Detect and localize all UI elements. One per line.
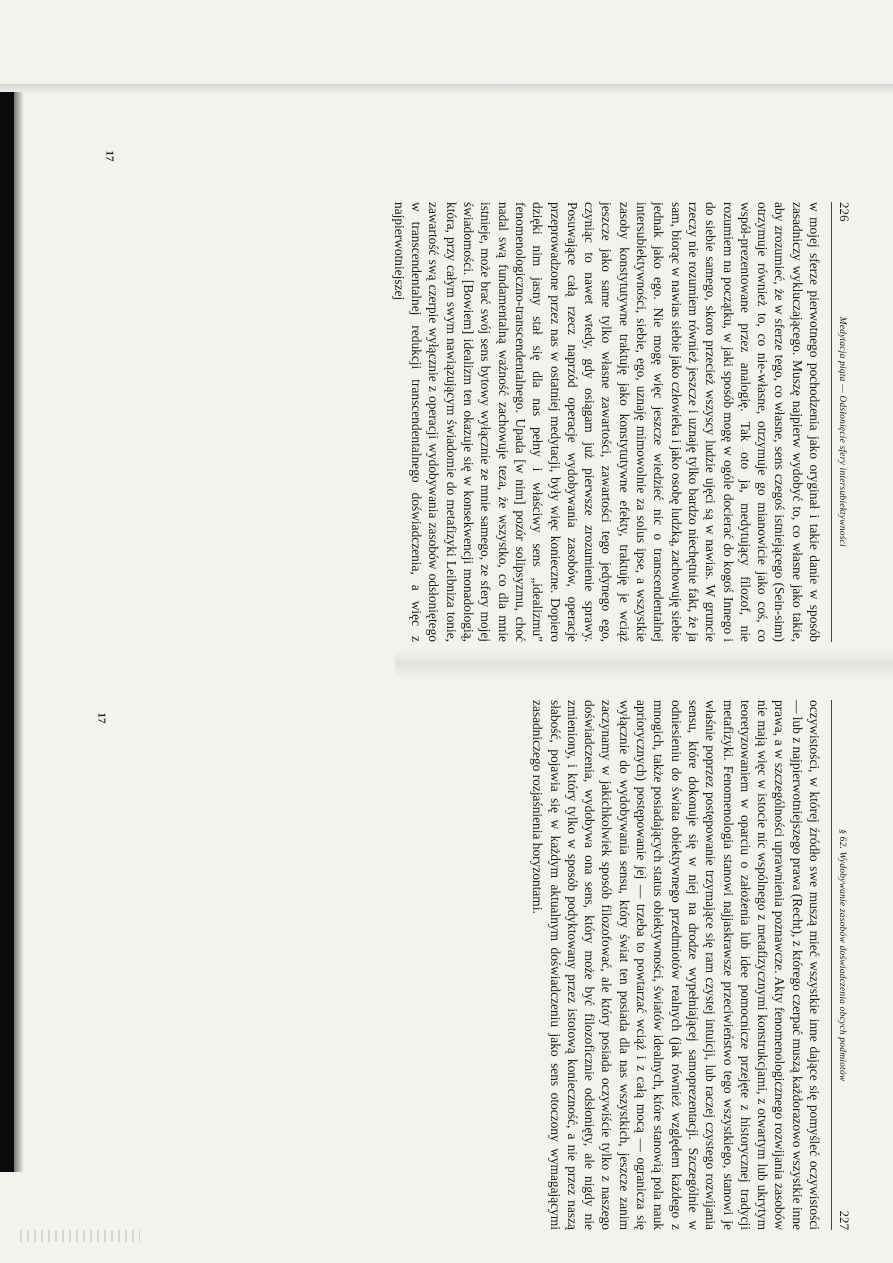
right-running-head bbox=[831, 700, 852, 1230]
left-footnote-marker: 17 bbox=[103, 150, 116, 162]
right-page-number: 227 bbox=[837, 1210, 852, 1230]
page-fold bbox=[395, 650, 893, 680]
right-footnote-marker: 17 bbox=[95, 712, 108, 724]
right-body-text bbox=[529, 700, 823, 1230]
scan-noise bbox=[20, 1230, 140, 1242]
left-body-text bbox=[391, 202, 823, 642]
book-spine-shadow bbox=[0, 92, 14, 1172]
left-page bbox=[97, 202, 852, 642]
right-paragraph: oczywistości, w której źródło swe muszą mieć wszystkie inne dające się pomyśleć oczywistości — lub z najpierwotniejszego prawa (Recht), z którego czerpać muszą każdorazowo wszystkie inne prawa, a w szczególności uprawnienia poznawcze. Akty fenomenologicznego rozwijania zasobów nie mają więc w istocie nic wspólnego z metafizycznymi konstrukcjami, z otwartym lub ukrytym teoretyzowaniem w oparciu o założenia lub idee pomocnicze przejęte z historycznej tradycji metafizyki. Fenomenologia stanowi najjaskrawsze przeciwieństwo tego wszystkiego, stanowi je właśnie poprzez postępowanie trzymające się ram czystej intuicji, lub raczej czystego rozwijania sensu, które dokonuje się w niej na drodze wypełniającej samoprezentacji. Szczególnie w odniesieniu do świata obiektywnego przedmiotów realnych (jak również względem każdego z mnogich, także posiadających status obiektywności, światów idealnych, które stanowią pola nauk apriorycznych) postępowanie jej — trzeba to powtarzać wciąż i z całą mocą — ogranicza się wyłącznie do wydobywania sensu, który świat ten posiada dla nas wszystkich, jeszcze zanim zaczynamy w jakichkolwiek sposób filozofować, ale który posiada oczywiście tylko z naszego doświadczenia, wydobywa ona sens, który może być filozoficznie odsłonięty, ale nigdy nie zmieniony, i który tylko w sposób podyktowany przez istotową konieczność, a nie przez naszą słabość, pojawia się w każdym aktualnym doświadczeniu jako sens otoczony wymagającymi zasadniczego rozjaśnienia horyzontami. bbox=[530, 700, 822, 1230]
left-paragraph: w mojej sferze pierwotnego pochodzenia jako oryginał i takie danie w sposób zasadniczy wykluczającego. Muszę najpierw wydobyć to, co własne jako takie, aby zrozumieć, że w sferze tego, co własne, sens czegoś istniejącego (Sein-sinn) otrzymuje również to, co nie-własne, otrzymuje go mianowicie jako coś, co współ-prezentowane przez analogię. Tak oto ja, medytujący filozof, nie rozumiem na początku, w jaki sposób mogę w ogóle docierać do kogoś Innego i do siebie samego, skoro przecież wszyscy ludzie ujęci są w nawias. W gruncie rzeczy nie rozumiem również jeszcze i uznaję tylko bardzo niechętnie fakt, że ja sam, biorąc w nawias siebie jako człowieka i jako osobę ludzką, zachowuję siebie jednak jako ego. Nie mogę więc jeszcze wiedzieć nic o transcendentalnej intersubiektywności, siebie, ego, uznaję mimowolnie za solus ipse, a wszystkie zasoby konstytutywne traktuję jako konstytutywne efekty, traktuję je wciąż jeszcze jako same tylko własne zawartości, zawartości tego jedynego ego, czyniąc to nawet wtedy, gdy osiągam już pierwsze zrozumienie sprawy. Posuwające całą rzecz naprzód operacje wydobywania zasobów, operacje przeprowadzone przez nas w ostatniej medytacji, były więc konieczne. Dopiero dzięki nim jasny stał się dla nas pełny i właściwy sens „idealizmu” fenomenologiczno-transcendentalnego. Upada [w nim] pozór solipsyzmu, choć nadal swą fundamentalną ważność zachowuje teza, że wszystko, co dla mnie istnieje, może brać swój sens bytowy wyłącznie ze mnie samego, ze sfery mojej świadomości. [Bowiem] idealizm ten okazuje się w konsekwencji monadologią, która, przy całym swym nawiązującym świadomie do metafizyki Leibniza tonie, zawartość swą czerpie wyłącznie z operacji wydobywania zasobów odsłoniętego w transcendentalnej redukcji transcendentalnego doświadczenia, a więc z najpierwotniejszej bbox=[391, 202, 822, 642]
right-page bbox=[192, 700, 852, 1230]
left-running-title: Medytacja piąta — Odsłonięcie sfery intersubiektywności bbox=[837, 316, 847, 547]
left-running-head bbox=[831, 202, 852, 642]
scan-top-band bbox=[0, 84, 893, 94]
right-running-title: § 62. Wydobywanie zasobów doświadczenia obcych podmiotów bbox=[837, 829, 847, 1082]
spine-gradient bbox=[14, 92, 24, 1172]
left-page-number: 226 bbox=[837, 202, 852, 222]
